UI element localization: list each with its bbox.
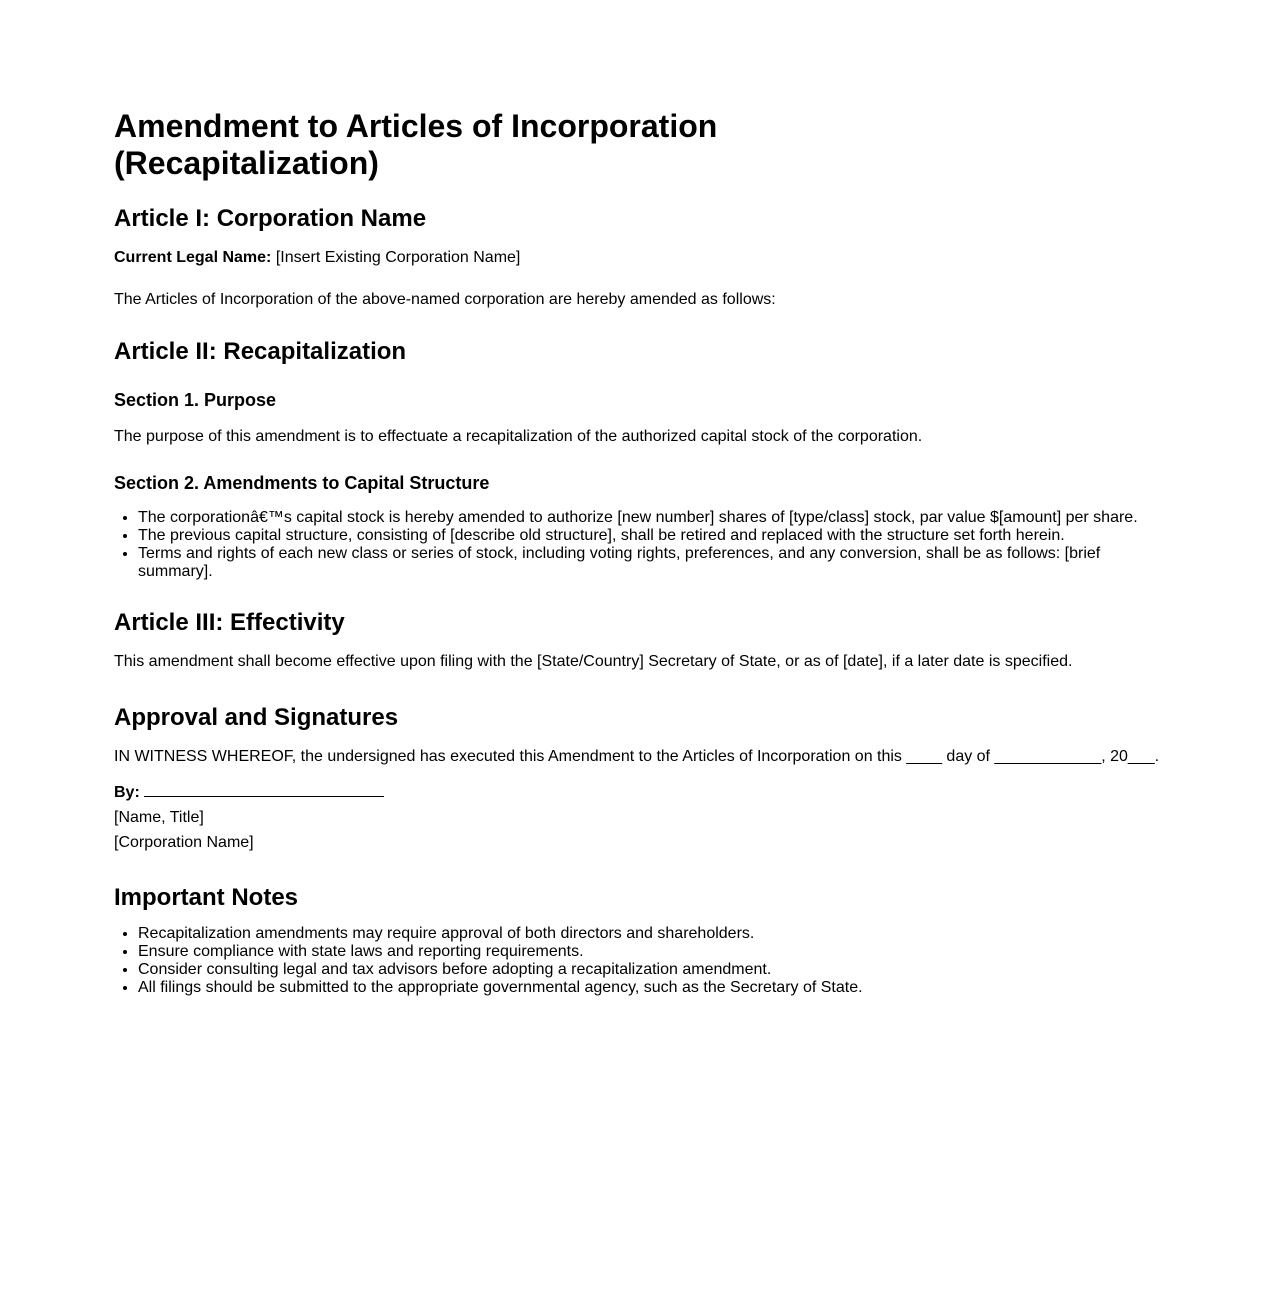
list-item: • Terms and rights of each new class or series of stock, including voting rights, preferences, and any conversion, shall be as follows: [brief summary].	[138, 545, 1138, 581]
list-item: • Ensure compliance with state laws and reporting requirements.	[138, 943, 1164, 961]
current-legal-name	[114, 249, 1164, 267]
article-1-intro: The Articles of Incorporation of the above-named corporation are hereby amended as follows:	[114, 291, 776, 308]
list-item: • All filings should be submitted to the appropriate governmental agency, such as the Secretary of State.	[138, 979, 1164, 997]
list-item: • The previous capital structure, consisting of [describe old structure], shall be retired and replaced with the structure set forth herein.	[138, 527, 1138, 545]
section-2-heading: Section 2. Amendments to Capital Structure	[114, 473, 490, 493]
signer-name-title: [Name, Title]	[114, 809, 204, 826]
by-label: By:	[114, 784, 140, 801]
signature-block	[114, 780, 1164, 855]
list-item: • The corporationâ€™s capital stock is hereby amended to authorize [new number] shares of [type/class] stock, par value $[amount] per share.	[138, 509, 1138, 527]
article-2-heading: Article II: Recapitalization	[114, 338, 407, 365]
approval-heading: Approval and Signatures	[114, 704, 399, 731]
list-item: • Recapitalization amendments may require approval of both directors and shareholders.	[138, 925, 1164, 943]
section-1-text: The purpose of this amendment is to effectuate a recapitalization of the authorized capital stock of the corporation.	[114, 428, 923, 445]
signature-by	[114, 780, 1164, 805]
section-1-heading: Section 1. Purpose	[114, 390, 277, 410]
signer-corporation: [Corporation Name]	[114, 834, 254, 851]
witness-statement: IN WITNESS WHEREOF, the undersigned has executed this Amendment to the Articles of Incorporation on this ____ day of ____________, 20___.	[114, 748, 1160, 765]
current-legal-name-label: Current Legal Name:	[114, 249, 272, 266]
notes-list	[114, 925, 1164, 997]
article-1-heading: Article I: Corporation Name	[114, 205, 427, 232]
capital-structure-list	[114, 509, 1138, 581]
current-legal-name-value: [Insert Existing Corporation Name]	[271, 249, 521, 266]
signature-line	[144, 782, 384, 797]
article-3-heading: Article III: Effectivity	[114, 609, 345, 636]
article-3-text: This amendment shall become effective upon filing with the [State/Country] Secretary of State, or as of [date], if a later date is specified.	[114, 653, 1073, 670]
notes-heading: Important Notes	[114, 884, 299, 911]
document-title: Amendment to Articles of Incorporation (Recapitalization)	[114, 108, 718, 181]
list-item: • Consider consulting legal and tax advisors before adopting a recapitalization amendment.	[138, 961, 1164, 979]
